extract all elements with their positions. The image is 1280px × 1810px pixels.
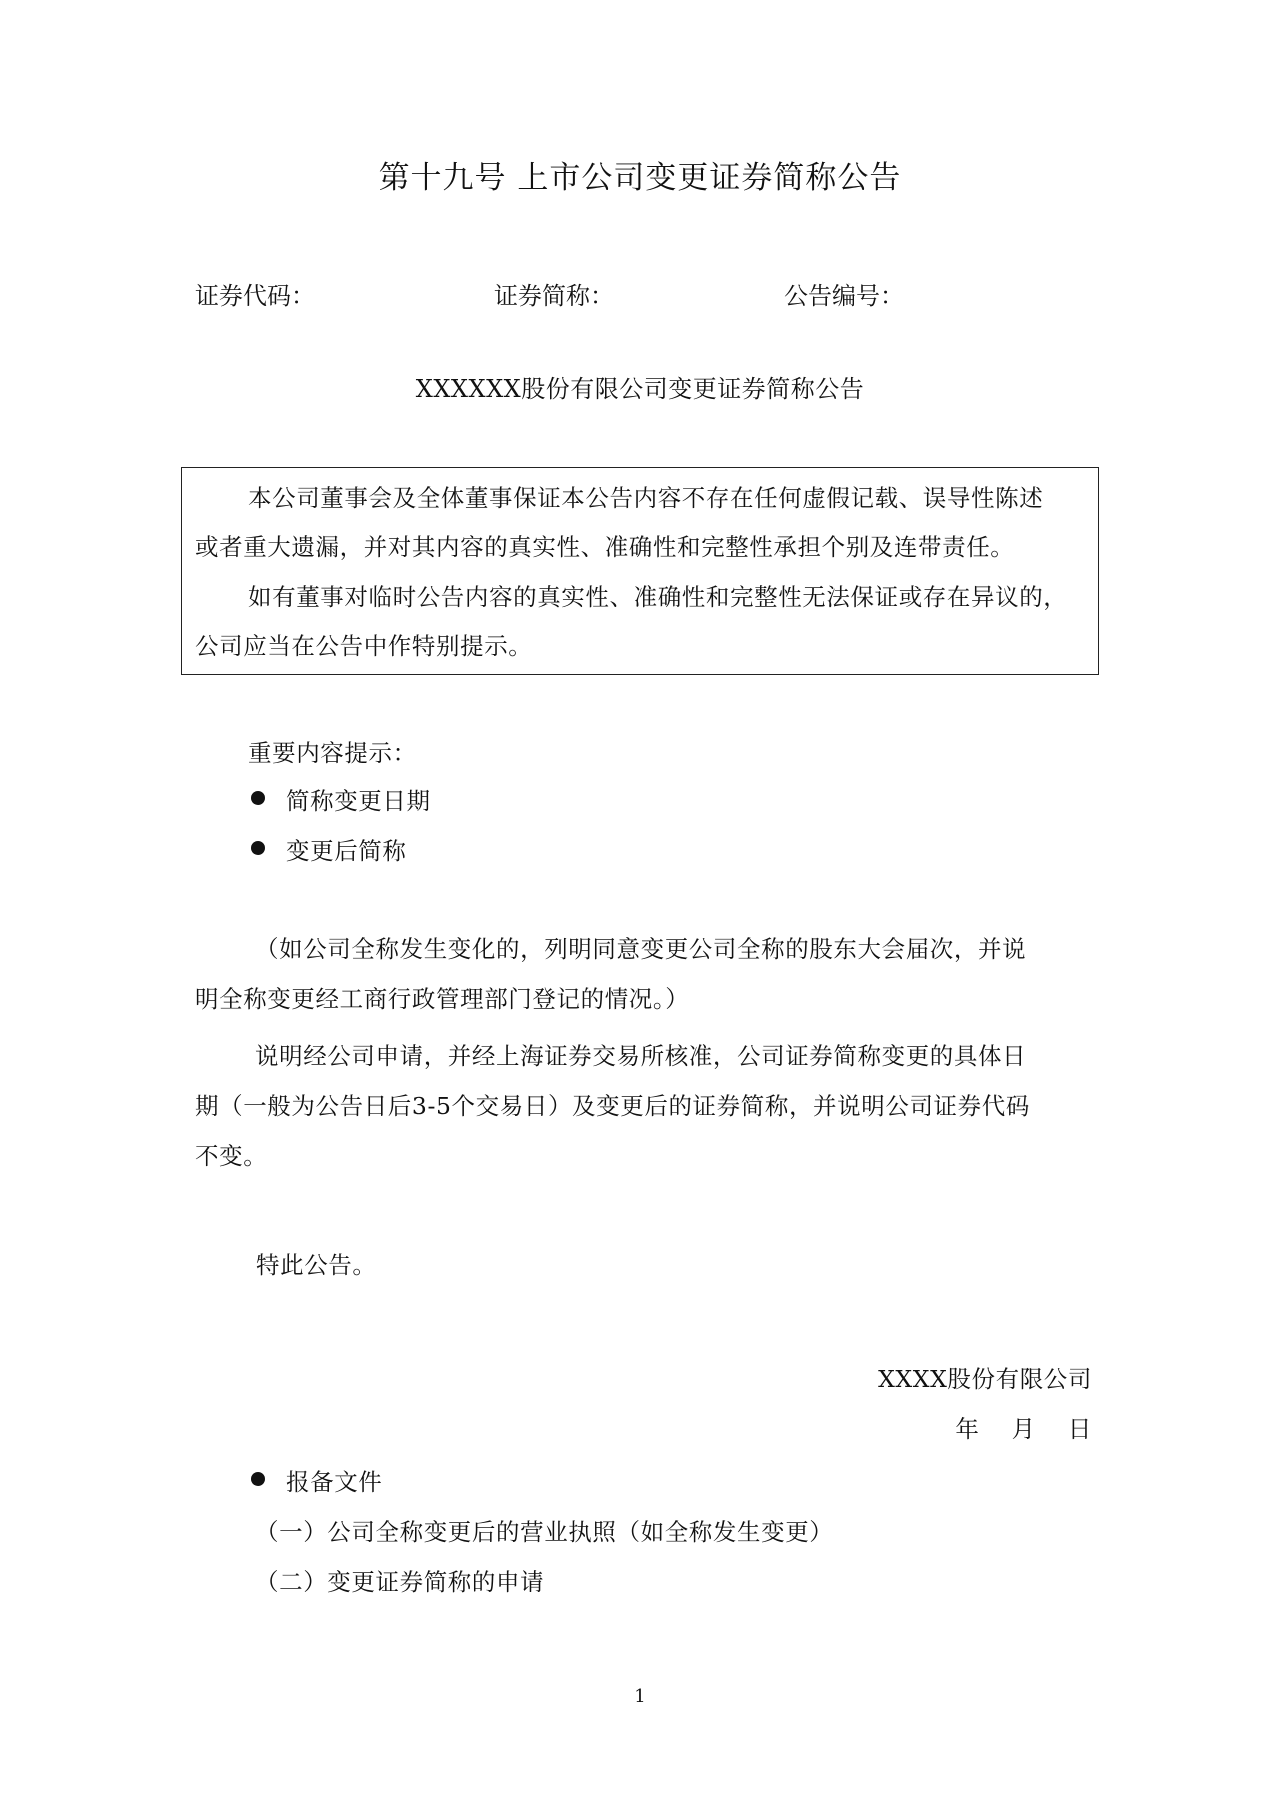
closing-text: 特此公告。 [256,1251,377,1279]
announcement-number-label: 公告编号： [784,282,904,310]
disclaimer-line: 公司应当在公告中作特别提示。 [195,632,533,660]
page-number: 1 [634,1686,646,1707]
body-line: （如公司全称发生变化的，列明同意变更公司全称的股东大会届次，并说 [255,935,1027,963]
security-code-label: 证券代码： [195,282,315,310]
highlights-heading: 重要内容提示： [248,739,417,767]
disclaimer-line: 或者重大遗漏，并对其内容的真实性、准确性和完整性承担个别及连带责任。 [195,533,1015,561]
bullet-icon [251,841,265,855]
disclaimer-line: 本公司董事会及全体董事保证本公告内容不存在任何虚假记载、误导性陈述 [248,484,1044,512]
bullet-icon [251,1472,265,1486]
announcement-subtitle: XXXXXX股份有限公司变更证券简称公告 [415,375,865,403]
highlight-item: 变更后简称 [286,837,407,865]
highlight-item: 简称变更日期 [286,787,431,815]
page-title: 第十九号 上市公司变更证券简称公告 [378,160,902,196]
bullet-icon [251,791,265,805]
signature-date: 年 月 日 [955,1415,1092,1443]
disclaimer-line: 如有董事对临时公告内容的真实性、准确性和完整性无法保证或存在异议的， [248,583,1068,611]
body-line: 说明经公司申请，并经上海证券交易所核准，公司证券简称变更的具体日 [255,1042,1027,1070]
security-abbr-label: 证券简称： [494,282,614,310]
filing-item: （一）公司全称变更后的营业执照（如全称发生变更） [255,1518,834,1546]
body-line: 期（一般为公告日后3-5个交易日）及变更后的证券简称，并说明公司证券代码 [195,1092,1030,1120]
signature-company: XXXX股份有限公司 [878,1365,1092,1393]
body-line: 明全称变更经工商行政管理部门登记的情况。） [195,985,690,1013]
filing-heading: 报备文件 [286,1468,383,1496]
filing-item: （二）变更证券简称的申请 [255,1568,545,1596]
body-line: 不变。 [195,1142,268,1170]
